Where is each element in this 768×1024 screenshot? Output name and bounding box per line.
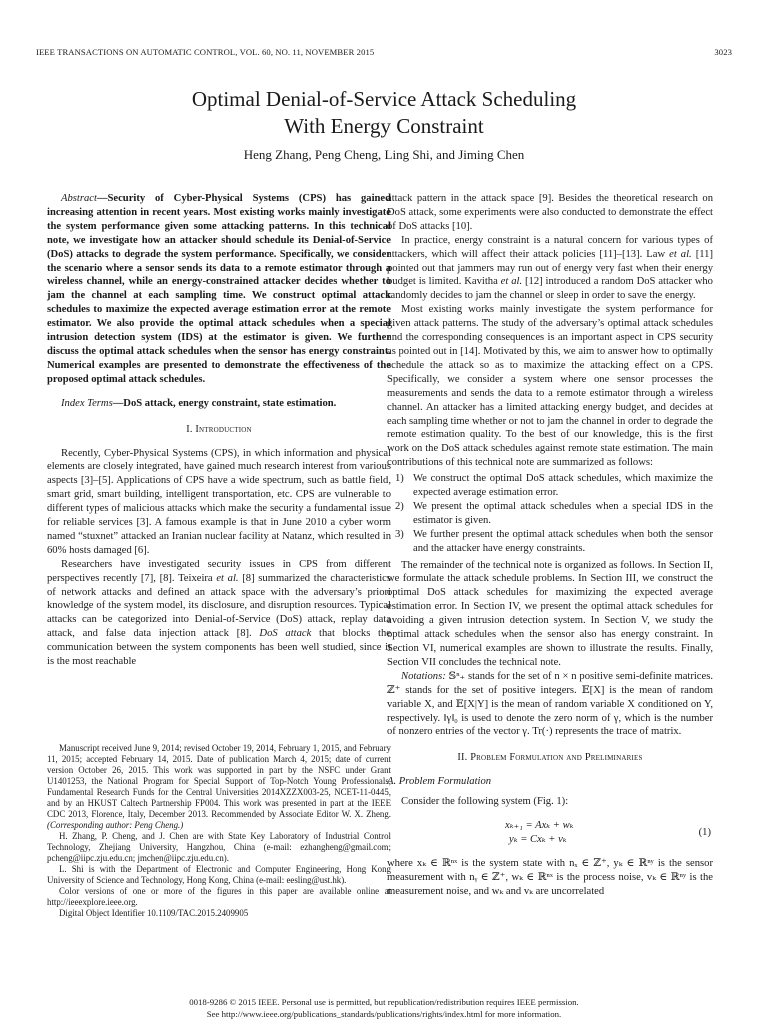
section-heading-problem-formulation	[387, 751, 713, 765]
body-paragraph	[387, 234, 713, 304]
notations-paragraph	[387, 670, 713, 740]
index-terms-lead: Index Terms	[61, 397, 113, 409]
text-run: In practice, energy constraint is a natural concern for various types of attackers, which will affect their attack policies [11]–[13]. Law	[387, 234, 713, 260]
equation-line: yₖ = Cxₖ + vₖ	[509, 834, 567, 846]
subsection-heading: A. Problem Formulation	[387, 776, 492, 788]
author-list: Heng Zhang, Peng Cheng, Ling Shi, and Jiming Chen	[243, 147, 525, 162]
footnote-affiliation-1: H. Zhang, P. Cheng, and J. Chen are with State Key Laboratory of Industrial Control Technology, Zhejiang University, Hangzhou, China (e-mail: ezhangheng@gmail.com; pcheng@iipc.zju.edu.cn; jmchen@iipc.zju.edu.cn).	[47, 831, 391, 863]
abstract-text: —Security of Cyber-Physical Systems (CPS) has gained increasing attention in recent years. Most existing works mainly investigate the system performance given some attacking patterns. In this technical note, we investigate how an attacker should schedule its Denial-of-Service (DoS) attacks to degrade the system performance. Specifically, we consider the scenario where a sensor sends its data to a remote estimator through a wireless channel, while an energy-constrained attacker decides whether to jam the channel at each sampling time. We construct optimal attack schedules to maximize the expected average estimation error at the remote estimator. We also provide the optimal attack schedules when a special intrusion detection system (IDS) at the estimator is given. We further discuss the optimal attack schedules when the sensor has energy constraint. Numerical examples are presented to demonstrate the effectiveness of the proposed optimal attack schedules.	[47, 193, 391, 385]
intro-paragraph-1: Recently, Cyber-Physical Systems (CPS), in which information and physical elements are closely integrated, have gained much research interest from various aspects [3]–[5]. Applications of CPS have a wide spectrum, such as battle field, smart grid, smart building, intelligent transportation, etc. CPS are vulnerable to different types of malicious attacks which make the security a fundamental issue for reliable services [3]. A famous example is that in June 2010 a cyber worm named “stuxnet” attacked an Iranian nuclear facility at Natanz, which resulted in 60% hosts damaged [6].	[47, 447, 391, 556]
list-item	[387, 528, 713, 556]
right-column	[387, 192, 713, 899]
text-run: [8] summarized the characteristics of network attacks and defined an attack space with the adversary’s priori knowledge of the system model, its disclosure, and disruption resources. Typical attacks can be categorized into Denial-of-Service (DoS) attack, replay data attack, and false data injection attack [8].	[47, 572, 392, 640]
abstract-lead: Abstract	[61, 193, 97, 204]
text-run: [12] introduced a random DoS attacker who randomly decides to jam the channel or sleep in order to save the energy.	[387, 276, 713, 302]
intro-paragraph-2	[47, 558, 391, 669]
text-run: Manuscript received June 9, 2014; revised October 19, 2014, February 1, 2015, and February 11, 2015; accepted February 14, 2015. Date of publication March 4, 2015; date of current version October 26, 2015. This work was supported in part by the NSFC under Grant U1401253, the National Program for Special Support of Top-Notch Young Professionals, Fundamental Research Funds for the Central Universities 2014XZZX003-25, NCET-11-0445, and by an HKUST Caltech Partnership FP004. This work was presented in part at the IEEE CDC 2013, Florence, Italy, December 2013. Recommended by Associate Editor W. X. Zheng.	[47, 743, 391, 819]
title-line-2: With Energy Constraint	[284, 114, 484, 138]
text-run: 𝕊ⁿ₊ stands for the set of n × n positive semi-definite matrices. ℤ⁺ stands for the set of positive integers. 𝔼[X] is the mean of random variable X, and 𝔼[X|Y] is the mean of random variable X conditioned on Y, respectively. ‖γ‖₀ is used to denote the zero norm of γ, which is the number of nonzero entries of the vector γ. Tr(·) represents the trace of matrix.	[387, 670, 713, 738]
copyright-line: 0018-9286 © 2015 IEEE. Personal use is permitted, but republication/redistribution requires IEEE permission.	[189, 997, 579, 1007]
body-paragraph: Most existing works mainly investigate the system performance for given attack patterns. The study of the adversary’s optimal attack schedules and the corresponding consequences is an important aspect in CPS security as pointed out in [14]. Motivated by this, we aim to answer how to optimally schedule the attack so as to maximize the attacking effect on a CPS. Specifically, we consider a system where one sensor processes the measurements and sends the data to a remote estimator through a wireless channel. An attacker has a limited attacking energy budget, and decides at each sampling time whether or not to jam the channel in order to degrade the remote estimation quality. To the best of our knowledge, this is the first work on the DoS attack schedules against remote state estimation. The main contributions of this technical note are summarized as follows:	[387, 304, 713, 469]
journal-name: IEEE TRANSACTIONS ON AUTOMATIC CONTROL, VOL. 60, NO. 11, NOVEMBER 2015	[36, 47, 375, 57]
equation-body	[505, 819, 574, 847]
text-run-italic: et al.	[669, 248, 692, 260]
footnote-affiliation-2: L. Shi is with the Department of Electronic and Computer Engineering, Hong Kong University of Science and Technology, Hong Kong, China (e-mail: eesling@ust.hk).	[47, 864, 391, 885]
section-number: I.	[186, 423, 193, 435]
first-page-footnote	[47, 743, 391, 919]
rights-url-line: See http://www.ieee.org/publications_standards/publications/rights/index.html for more information.	[206, 1008, 562, 1019]
index-terms	[47, 397, 391, 411]
footnote-manuscript	[47, 743, 391, 831]
section-number: II.	[457, 752, 468, 764]
text-run: that blocks the communication between the system components has been well studied, since it is the most reachable	[47, 628, 392, 668]
equation-1	[387, 817, 713, 851]
copyright-notice	[0, 997, 768, 1020]
section-title: Problem Formulation and Preliminaries	[470, 752, 643, 764]
body-paragraph: where xₖ ∈ ℝⁿˣ is the system state with nₓ ∈ ℤ⁺, yₖ ∈ ℝⁿʸ is the sensor measurement with nᵧ ∈ ℤ⁺, wₖ ∈ ℝⁿˣ is the process noise, vₖ ∈ ℝⁿʸ is the measurement noise, and wₖ and vₖ are uncorrelated	[387, 858, 713, 897]
equation-number: (1)	[698, 827, 711, 839]
text-run-italic: et al.	[500, 276, 523, 288]
text-run-italic: Notations:	[401, 670, 446, 682]
page-number: 3023	[714, 47, 732, 57]
list-item-text: We present the optimal attack schedules when a special IDS in the estimator is given.	[413, 500, 713, 526]
list-item-text: We further present the optimal attack schedules when both the sensor and the attacker have energy constraints.	[413, 528, 713, 554]
footnote-color: Color versions of one or more of the figures in this paper are available online at http://ieeexplore.ieee.org.	[47, 886, 391, 907]
section-heading-introduction	[47, 423, 391, 437]
title-line-1: Optimal Denial-of-Service Attack Scheduling	[191, 87, 577, 111]
left-column	[47, 192, 391, 669]
list-item	[387, 472, 713, 500]
text-run-italic: (Corresponding author: Peng Cheng.)	[47, 820, 184, 830]
body-paragraph: The remainder of the technical note is organized as follows. In Section II, we formulate the attack schedule problems. In Section III, we construct the optimal DoS attack schedules for maximizing the expected average estimation error. In Section IV, we present the optimal attack schedules for avoiding a given intrusion detection system. In Section V, we study the optimal attack schedules when the sensor also has energy constraint. In Section VI, numerical examples are shown to illustrate the results. Finally, Section VII concludes the technical note.	[387, 559, 713, 668]
body-paragraph: Consider the following system (Fig. 1):	[401, 796, 569, 808]
text-run-italic: et al.	[216, 572, 239, 584]
list-item-number: 1)	[395, 473, 404, 485]
paper-title	[0, 86, 768, 140]
contributions-list	[387, 472, 713, 555]
list-item-number: 2)	[395, 500, 404, 512]
abstract	[47, 192, 391, 387]
text-run-italic: DoS attack	[259, 628, 312, 640]
list-item-text: We construct the optimal DoS attack schedules, which maximize the expected average estimation error.	[413, 473, 713, 499]
text-run: [11] pointed out that jammers may run out of energy very fast when their energy budget is limited. Kavitha	[387, 248, 713, 288]
footnote-doi: Digital Object Identifier 10.1109/TAC.2015.2409905	[59, 908, 249, 918]
body-paragraph: attack pattern in the attack space [9]. Besides the theoretical research on DoS attack, some experiments were also conducted to demonstrate the effect of DoS attacks [10].	[387, 193, 713, 232]
equation-line: xₖ₊₁ = Axₖ + wₖ	[505, 820, 574, 832]
list-item-number: 3)	[395, 528, 404, 540]
list-item	[387, 500, 713, 528]
index-terms-text: —DoS attack, energy constraint, state estimation.	[112, 397, 337, 409]
section-title: Introduction	[195, 423, 252, 435]
text-run: Researchers have investigated security issues in CPS from different perspectives recently [7], [8]. Teixeira	[47, 558, 391, 584]
